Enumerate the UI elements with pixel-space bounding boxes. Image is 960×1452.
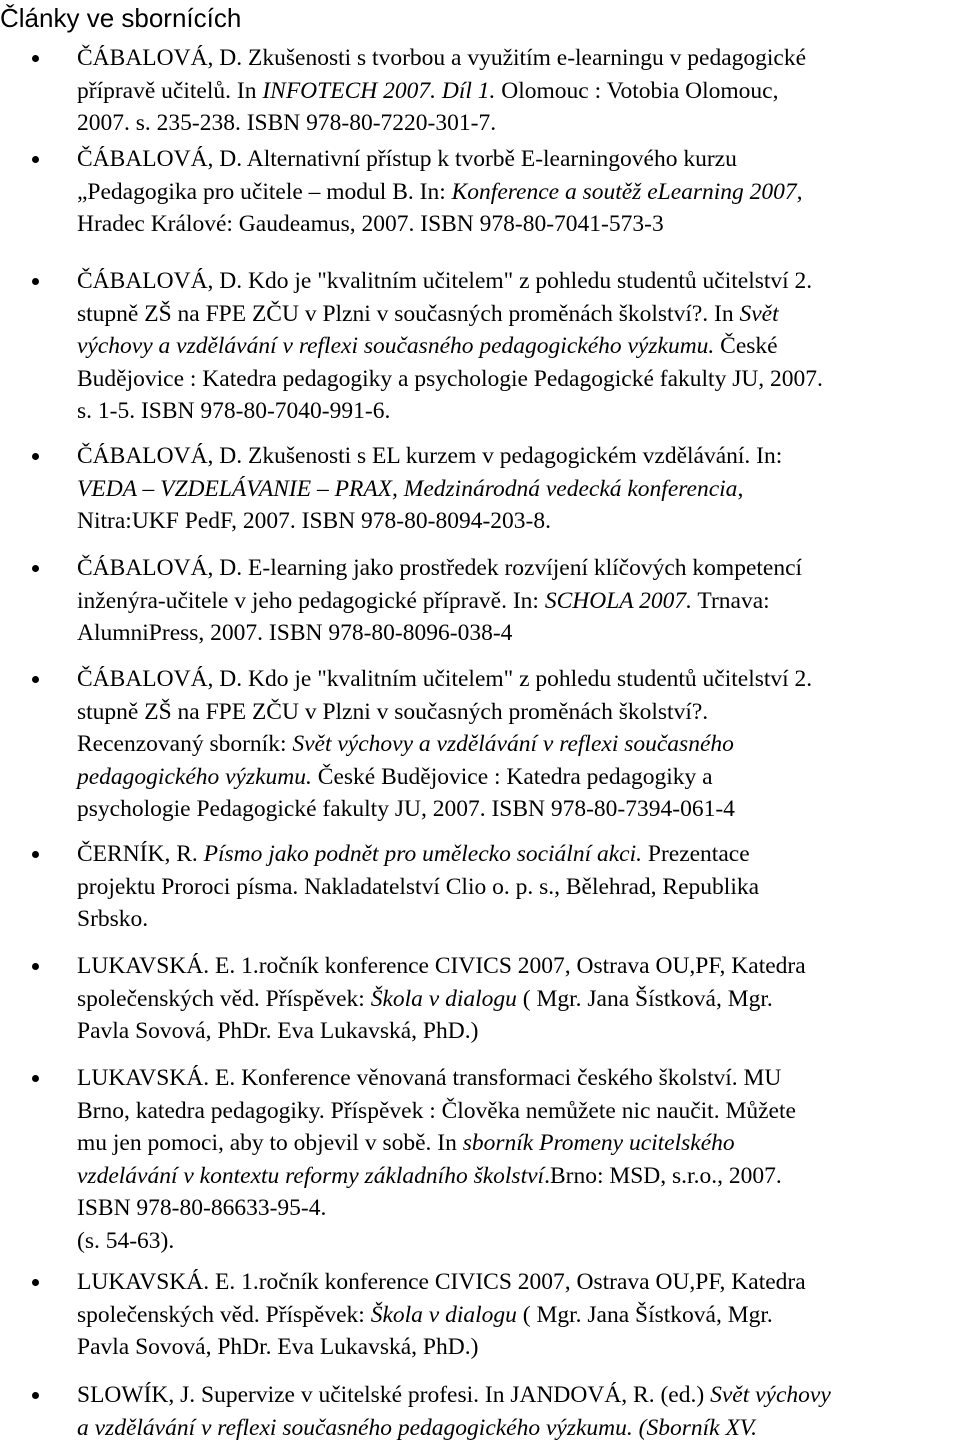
entry-text: společenských věd. Příspěvek:: [77, 985, 371, 1012]
entry-line: [77, 552, 957, 585]
entry-line: [77, 505, 957, 538]
entry-text: přípravě učitelů. In: [77, 77, 263, 104]
italic-title: a vzdělávání v reflexi současného pedagogického výzkumu. (Sborník XV.: [77, 1414, 757, 1441]
bullet-icon: [32, 1279, 39, 1286]
entry-line: [77, 871, 957, 904]
entry-line: [77, 107, 957, 140]
entry-line: [77, 1412, 957, 1445]
entry-line: [77, 950, 957, 983]
entry-text: s. 1-5. ISBN 978-80-7040-991-6.: [77, 398, 391, 424]
entry-line: [77, 1095, 957, 1128]
entry-line: [77, 696, 957, 729]
entry-text: ČÁBALOVÁ, D. Alternativní přístup k tvorbě E-learningového kurzu: [77, 146, 737, 172]
bullet-icon: [32, 156, 39, 163]
italic-title: VEDA – VZDELÁVANIE – PRAX, Medzinárodná vedecká konferencia: [77, 475, 738, 502]
bullet-icon: [32, 565, 39, 572]
entry-text: SLOWÍK, J. Supervize v učitelské profesi. In JANDOVÁ, R. (ed.): [77, 1382, 711, 1408]
entry-text: Hradec Králové: Gaudeamus, 2007. ISBN 978-80-7041-573-3: [77, 211, 664, 237]
entry-line: [77, 1127, 957, 1160]
italic-title: Svět: [739, 300, 779, 327]
entry-line: [77, 265, 957, 298]
bullet-icon: [32, 676, 39, 683]
bullet-icon: [32, 963, 39, 970]
entry-text: ČÁBALOVÁ, D. Zkušenosti s EL kurzem v pedagogickém vzdělávání. In:: [77, 443, 783, 469]
list-item: [77, 42, 957, 140]
bullet-icon: [32, 55, 39, 62]
entry-line: [77, 1299, 957, 1332]
italic-title: Škola v dialogu: [370, 985, 517, 1012]
italic-title: pedagogického výzkumu.: [77, 763, 312, 790]
italic-title: Svět výchovy a vzdělávání v reflexi současného: [292, 731, 734, 757]
entry-line: [77, 1266, 957, 1299]
entry-line: [77, 793, 957, 826]
entry-line: [77, 176, 957, 209]
entry-line: [77, 473, 957, 506]
entry-line: [77, 728, 957, 761]
entry-text: stupně ZŠ na FPE ZČU v Plzni v současných proměnách školství?. In: [77, 300, 740, 327]
entry-text: ISBN 978-80-86633-95-4.: [77, 1195, 327, 1221]
entry-line: [77, 663, 957, 696]
entry-text: LUKAVSKÁ. E. Konference věnovaná transformaci českého školství. MU: [77, 1065, 782, 1091]
entry-text: ČERNÍK, R.: [77, 841, 204, 867]
entry-line: [77, 1062, 957, 1095]
entry-text: Pavla Sovová, PhDr. Eva Lukavská, PhD.): [77, 1018, 479, 1044]
entry-text: „Pedagogika pro učitele – modul B. In:: [77, 178, 452, 205]
italic-title: Písmo jako podnět pro umělecko sociální akci.: [203, 841, 642, 867]
entry-line: [77, 1225, 957, 1258]
entry-line: [77, 75, 957, 108]
entry-text: AlumniPress, 2007. ISBN 978-80-8096-038-4: [77, 620, 513, 646]
entry-text: ČÁBALOVÁ, D. E-learning jako prostředek rozvíjení klíčových kompetencí: [77, 555, 803, 581]
italic-title: INFOTECH 2007. Díl 1.: [262, 77, 496, 104]
entry-line: [77, 617, 957, 650]
entry-text: projektu Proroci písma. Nakladatelství Clio o. p. s., Bělehrad, Republika: [77, 873, 760, 900]
entry-line: [77, 440, 957, 473]
list-item: [77, 838, 957, 936]
italic-title: sborník Promeny ucitelského: [462, 1130, 735, 1156]
entry-text: Pavla Sovová, PhDr. Eva Lukavská, PhD.): [77, 1334, 479, 1360]
entry-text: Brno, katedra pedagogiky. Příspěvek : Člověka nemůžete nic naučit. Můžete: [77, 1097, 796, 1124]
bullet-icon: [32, 851, 39, 858]
list-item: [77, 1379, 957, 1444]
entry-line: [77, 42, 957, 75]
italic-title: výchovy a vzdělávání v reflexi současného pedagogického výzkumu.: [77, 333, 715, 359]
list-item: [77, 950, 957, 1048]
bullet-icon: [32, 1392, 39, 1399]
entry-line: [77, 208, 957, 241]
entry-line: [77, 1192, 957, 1225]
entry-text: Budějovice : Katedra pedagogiky a psychologie Pedagogické fakulty JU, 2007.: [77, 365, 823, 392]
entry-text: Trnava:: [691, 587, 770, 614]
italic-title: vzdelávání v kontextu reformy základního školství: [77, 1162, 545, 1189]
entry-text: ,: [737, 475, 744, 502]
italic-title: Škola v dialogu: [370, 1301, 517, 1328]
entry-text: .Brno: MSD, s.r.o., 2007.: [544, 1162, 782, 1189]
entry-text: Srbsko.: [77, 906, 149, 932]
entry-text: České: [714, 333, 778, 359]
entry-text: ČÁBALOVÁ, D. Zkušenosti s tvorbou a využitím e-learningu v pedagogické: [77, 45, 807, 71]
entry-text: Nitra:UKF PedF, 2007. ISBN 978-80-8094-203-8.: [77, 508, 551, 534]
entry-text: ( Mgr. Jana Šístková, Mgr.: [516, 1301, 773, 1328]
entry-text: ČÁBALOVÁ, D. Kdo je "kvalitním učitelem" z pohledu studentů učitelství 2.: [77, 268, 813, 294]
bullet-icon: [32, 1075, 39, 1082]
entry-text: inženýra-učitele v jeho pedagogické přípravě. In:: [77, 587, 545, 614]
list-item: [77, 1062, 957, 1257]
entry-text: Olomouc : Votobia Olomouc,: [495, 77, 779, 104]
entry-line: [77, 761, 957, 794]
italic-title: SCHOLA 2007.: [544, 587, 692, 614]
entry-line: [77, 1015, 957, 1048]
entry-text: stupně ZŠ na FPE ZČU v Plzni v současných proměnách školství?.: [77, 698, 709, 725]
bullet-icon: [32, 278, 39, 285]
entry-line: [77, 143, 957, 176]
entry-text: společenských věd. Příspěvek:: [77, 1301, 371, 1328]
entry-text: mu jen pomoci, aby to objevil v sobě. In: [77, 1130, 463, 1156]
entry-line: [77, 1331, 957, 1364]
list-item: [77, 143, 957, 241]
page-heading: Články ve sbornících: [0, 3, 242, 33]
entry-text: ČÁBALOVÁ, D. Kdo je "kvalitním učitelem" z pohledu studentů učitelství 2.: [77, 666, 813, 692]
italic-title: Svět výchovy: [710, 1382, 831, 1408]
entry-text: LUKAVSKÁ. E. 1.ročník konference CIVICS 2007, Ostrava OU,PF, Katedra: [77, 1269, 806, 1295]
list-item: [77, 265, 957, 428]
entry-line: [77, 585, 957, 618]
entry-text: 2007. s. 235-238. ISBN 978-80-7220-301-7.: [77, 110, 497, 136]
entry-text: ( Mgr. Jana Šístková, Mgr.: [516, 985, 773, 1012]
entry-line: [77, 838, 957, 871]
entry-line: [77, 903, 957, 936]
entry-text: České Budějovice : Katedra pedagogiky a: [311, 763, 713, 790]
entry-line: [77, 298, 957, 331]
list-item: [77, 440, 957, 538]
entry-line: [77, 395, 957, 428]
entry-text: Prezentace: [642, 841, 750, 867]
entry-line: [77, 983, 957, 1016]
entry-line: [77, 330, 957, 363]
entry-text: Recenzovaný sborník:: [77, 731, 293, 757]
entry-text: LUKAVSKÁ. E. 1.ročník konference CIVICS 2007, Ostrava OU,PF, Katedra: [77, 953, 806, 979]
entry-line: [77, 363, 957, 396]
bullet-icon: [32, 453, 39, 460]
entry-line: [77, 1379, 957, 1412]
list-item: [77, 552, 957, 650]
entry-text: (s. 54-63).: [77, 1227, 175, 1254]
entry-text: psychologie Pedagogické fakulty JU, 2007. ISBN 978-80-7394-061-4: [77, 796, 735, 822]
italic-title: Konference a soutěž eLearning 2007,: [451, 178, 803, 205]
entry-line: [77, 1160, 957, 1193]
list-item: [77, 1266, 957, 1364]
list-item: [77, 663, 957, 826]
